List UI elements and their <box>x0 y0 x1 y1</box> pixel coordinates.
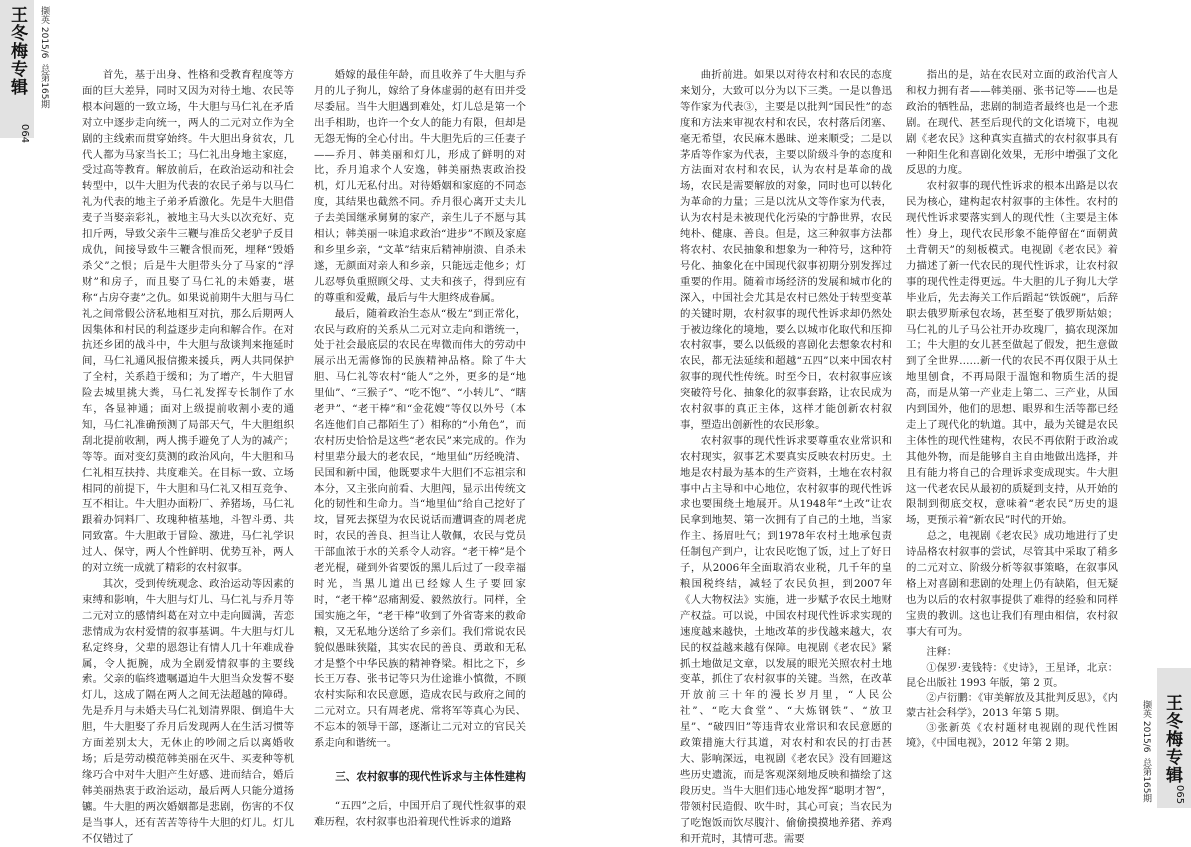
section-heading: 三、农村叙事的现代性诉求与主体性建构 <box>335 770 526 783</box>
footnotes <box>906 645 1118 751</box>
right-margin <box>1121 0 1191 808</box>
right-page <box>596 0 1191 845</box>
footnote: ②卢衍鹏：《审美解放及其批判反思》，《内蒙古社会科学》，2013 年第 5 期。 <box>906 692 1118 719</box>
left-page-number: 064 <box>19 124 30 144</box>
right-header-band <box>1157 668 1191 808</box>
right-journal-issue: 撷英 2015/6 <box>1141 699 1151 753</box>
paragraph: 婚嫁的最佳年龄，而且收养了牛大胆与乔月的儿子狗儿，嫁给了身体虚弱的赵有田并受尽委屈。当牛大胆遇到难处，灯儿总是第一个出手相助，也许一个女人的能力有限，但却是无怨无悔的全心付出。牛大胆先后的三任妻子——乔月、韩美丽和灯儿，形成了鲜明的对比，乔月追求个人安逸，韩美丽热衷政治投机，灯儿无私付出。对待婚姻和家庭的不同态度，其结果也截然不同。乔月很心离开丈夫儿子去美国继承舅舅的家产，亲生儿子不愿与其相认；韩美丽一味追求政治“进步”不顾及家庭和乡里乡亲，“文革”结束后精神崩溃、自杀未遂，无颜面对亲人和乡亲，只能远走他乡；灯儿忍辱负重照顾父母、丈夫和孩子，得到应有的尊重和爱戴，最后与牛大胆终成眷属。 <box>314 69 526 304</box>
paragraph: 其次，受到传统观念、政治运动等因素的束缚和影响，牛大胆与灯儿、马仁礼与乔月等二元对立的感情纠葛在对立中走向圆满，苦恋悲情成为农村爱情的叙事基调。牛大胆与灯儿私定终身，父辈的恩怨让有情人几十年难成眷属，令人扼腕，成为全剧爱情叙事的主要线索。父亲的临终遗嘱逼迫牛大胆当众发誓不娶灯儿，这成了隔在两人之间无法超越的障碍。先是乔月与未婚夫马仁礼划清界限、倒追牛大胆，牛大胆娶了乔月后发现两人在生活习惯等方面差别太大，无休止的吵闹之后以离婚收场；后是劳动模范韩美丽在灭牛、买麦种等机缘巧合中对牛大胆产生好感、进而结合，婚后韩美丽热衷于政治运动，最后两人只能分道扬镳。牛大胆的两次婚姻都是悲剧，伤害的不仅是当事人，还有苦苦等待牛大胆的灯儿。灯儿不仅错过了 <box>82 578 294 845</box>
paragraph: 农村叙事的现代性诉求要尊重农业常识和农村现实，叙事艺术要真实反映农村历史。土地是农村最为基本的生产资料，土地在农村叙事中占主导和中心地位，农村叙事的现代性诉求也要围绕土地展开。从1948年“土改”让农民拿到地契、第一次拥有了自己的土地，当家作主、扬眉吐气；到1978年农村土地承包责任制包产到户，让农民吃饱了饭，过上了好日子，从2006年全面取消农业税，几千年的皇粮国税终结，减轻了农民负担，到2007年《人大物权法》实施，进一步赋予农民土地财产权益。可以说，中国农村现代性诉求实现的速度越来越快，土地改革的步伐越来越大，农民的权益越来越有保障。电视剧《老农民》紧抓土地做足文章，以发展的眼光关照农村土地变革，抓住了农村叙事的关键。当然，在改革开放前三十年的漫长岁月里，“人民公社”、“吃大食堂”、“大炼钢铁”、“放卫星”、“破四旧”等违背农业常识和农民意愿的政策措施大行其道，对农村和农民的打击甚大、影响深远，电视剧《老农民》没有回避这些历史遗流，而是客观深刻地反映和描绘了这段历史。当牛大胆们违心地发挥“聪明才智”，带领村民造假、吹牛时，其心可哀；当农民为了吃饱饭而饮尽腹汁、偷偷摸摸地养猪、养鸡和开荒时，其情可悲。需要 <box>680 434 892 845</box>
right-total-issue: 总第165期 <box>1141 757 1151 802</box>
right-page-number: 065 <box>1174 784 1185 804</box>
left-header-band <box>0 0 34 144</box>
paragraph: “五四”之后，中国开启了现代性叙事的艰难历程，农村叙事也沿着现代性诉求的道路 <box>314 799 526 828</box>
footnote: ①保罗·麦钱特：《史诗》，王星译，北京：昆仑出版社 1993 年版，第 2 页。 <box>906 662 1118 689</box>
footnote: ③张新英《农村题材电视剧的现代性困境》，《中国电视》，2012 年第 2 期。 <box>906 722 1118 749</box>
left-column-1 <box>82 68 294 845</box>
footnotes-title: 注释： <box>926 646 957 658</box>
left-journal-issue: 撷英 2015/6 <box>39 6 49 59</box>
paragraph: 最后，随着政治生态从“极左”到正常化，农民与政府的关系从二元对立走向和谐统一，处于社会最底层的农民在卑微而伟大的劳动中展示出无需修饰的民族精神品格。除了牛大胆、马仁礼等农村“能人”之外，更多的是“地里仙”、“三猴子”、“吃不饱”、“小转儿”、“瞎老尹”、“老干棒”和“金花嫂”等仅以外号（本名连他们自己都陌生了）相称的“小角色”，而农村历史恰恰是这些“老农民”来完成的。作为村里辈分最大的老农民，“地里仙”历经晚清、民国和新中国，他既要求牛大胆们不忘祖宗和本分，又主张向前看、大胆闯，显示出传统文化的韧性和生命力。当“地里仙”给自己挖好了坟，冒死去探望为农民说话而遭调查的周老虎时，农民的善良、担当让人敬佩，农民与党员干部血浓于水的关系令人动容。“老干棒”是个老光棍，碰到外省要饭的黑儿后过了一段幸福时光，当黑儿道出已经嫁人生子要回家时，“老干棒”忍痛割爱、毅然放行。同样，全国实施之年，“老干棒”收到了外省寄来的救命粮，又无私地分送给了乡亲们。我们常说农民貌似愚昧狭隘，其实农民的善良、勇敢和无私才是整个中华民族的精神脊梁。相比之下，乡长王万春、张书记等只为仕途谁小慎微，不顾农村实际和农民意愿，造成农民与政府之间的二元对立。只有周老虎、常将军等真心为民、不忘本的领导干部，逐渐让二元对立的官民关系走向和谐统一。 <box>314 307 526 750</box>
left-band-title: 王冬梅专辑 <box>7 6 27 96</box>
paragraph: 首先，基于出身、性格和受教育程度等方面的巨大差异，同时又因为对待土地、农民等根本问题的一致立场，牛大胆与马仁礼在矛盾对立中逐步走向统一，两人的二元对立作为全剧的主线索而贯穿始终。牛大胆出身贫农，几代人都为马家当长工；马仁礼出身地主家庭，受过高等教育。解放前后，在政治运动和社会转型中，以牛大胆为代表的农民子弟与以马仁礼为代表的地主子弟矛盾激化。先是牛大胆借麦子当娶亲彩礼，被地主马大头以次充好、克扣斤两，导致父亲牛三鞭与准岳父老驴子反目成仇，间接导致牛三鞭含恨而死，埋释“毁婚杀父”之恨；后是牛大胆带头分了马家的“浮财”和房子，而且娶了马仁礼的未婚妻，堪称“占房夺妻”之仇。如果说前期牛大胆与马仁礼之间常假公济私地相互对抗，那么后期两人因集体和村民的利益逐步走向和解合作。在对抗还乡团的战斗中，牛大胆与敌谈判来拖延时间，马仁礼通风报信搬来援兵，两人共同保护了全村，关系趋于缓和；为了增产，牛大胆冒险去城里挑大粪，马仁礼发挥专长制作了水车，各显神通；面对上级提前收割小麦的通知，马仁礼准确预测了局部天气，牛大胆组织刮北提前收割，两人携手避免了人为的减产；等等。面对变幻莫测的政治风向，牛大胆和马仁礼相互扶持、共度难关。在目标一致、立场相同的前提下，牛大胆和马仁礼又相互竞争、互不相让。牛大胆办面粉厂、养猪场，马仁礼跟着办饲料厂、玫瑰种植基地，斗智斗勇、共同致富。牛大胆敢于冒险、激进，马仁礼学识过人、保守，两人个性鲜明、优势互补，两人的对立统一成就了精彩的农村叙事。 <box>82 69 294 575</box>
left-total-issue: 总第165期 <box>39 64 49 109</box>
left-running-head <box>38 6 51 108</box>
paragraph: 总之，电视剧《老农民》成功地进行了史诗品格农村叙事的尝试，尽管其中采取了稍多的二元对立、阶级分析等叙事策略，在叙事风格上对喜剧和悲剧的处理上仍有缺陷，但无疑也为以后的农村叙事提供了难得的经验和同样宝贵的教训。这也让我们有理由相信，农村叙事大有可为。 <box>906 530 1118 638</box>
right-column-2 <box>906 68 1118 786</box>
paragraph: 农村叙事的现代性诉求的根本出路是以农民为核心，建构起农村叙事的主体性。农村的现代性诉求要落实到人的现代性（主要是主体性）身上，现代农民形象不能停留在“面朝黄土背朝天”的刻板模式。电视剧《老农民》着力描述了新一代农民的现代性诉求，让农村叙事的现代性走得更远。牛大胆的儿子狗儿大学毕业后，先去海关工作后蹈起“铁饭碗”，后辞职去俄罗斯承包农场，甚至娶了俄罗斯姑娘；马仁礼的儿子马公社开办玫瑰厂，搞农现深加工；牛大胆的女儿甚至做起了假发，把生意做到了全世界……新一代的农民不再仅限于从土地里刨食，不再局限于温饱和物质生活的提高，而是从第一产业走上第二、三产业，从国内到国外，他们的思想、眼界和生活等都已经走上了现代化的轨道。其中，最为关键是农民主体性的现代性建构，农民不再依附于政治或其他外物，而是能够自主自由地做出选择，并且有能力将自己的合理诉求变成现实。牛大胆这一代老农民从最初的质疑到支持，从开始的限制到彻底交权，意味着“老农民”历史的退场，更预示着“新农民”时代的开始。 <box>906 180 1118 527</box>
left-margin <box>0 0 70 808</box>
right-band-title: 王冬梅专辑 <box>1162 694 1182 784</box>
right-column-1 <box>680 68 892 845</box>
right-running-head <box>1140 700 1153 802</box>
paragraph: 指出的是，站在农民对立面的政治代言人和权力拥有者——韩美丽、张书记等——也是政治的牺牲品，悲剧的制造者最终也是一个悲剧。在现代、甚至后现代的文化语境下，电视剧《老农民》这种真实直描式的农村叙事具有一种阳生化和喜剧化效果，无形中增强了文化反思的力度。 <box>906 69 1118 177</box>
paragraph: 曲折前进。如果以对待农村和农民的态度来划分，大致可以分为以下三类。一是以鲁迅等作家为代表③，主要是以批判“国民性”的态度和方法来审视农村和农民，农村落后闭塞、毫无希望，农民麻木愚昧、逆来顺受；二是以茅盾等作家为代表，主要以阶级斗争的态度和方法面对农村和农民，认为农村是革命的战场，农民是需要解放的对象，同时也可以转化为革命的力量；三是以沈从文等作家为代表，认为农村是未被现代化污染的宁静世界，农民纯朴、健康、善良。但是，这三种叙事方法都将农村、农民抽象和想象为一种符号，这种符号化、抽象化在中国现代叙事初期分别发挥过重要的作用。随着市场经济的发展和城市化的深入，中国社会尤其是农村已然处于转型变革的关键时期，农村叙事的现代性诉求却仍然处于被边缘化的境地，要么以城市化取代和压抑农村叙事，要么以低级的喜剧化去想象农村和农民，都无法延续和超越“五四”以来中国农村叙事的现代性传统。时至今日，农村叙事应该突破符号化、抽象化的叙事套路，让农民成为农村叙事的真正主体，这样才能创新农村叙事，塑造出创新性的农民形象。 <box>680 69 892 431</box>
left-column-2 <box>314 68 526 828</box>
